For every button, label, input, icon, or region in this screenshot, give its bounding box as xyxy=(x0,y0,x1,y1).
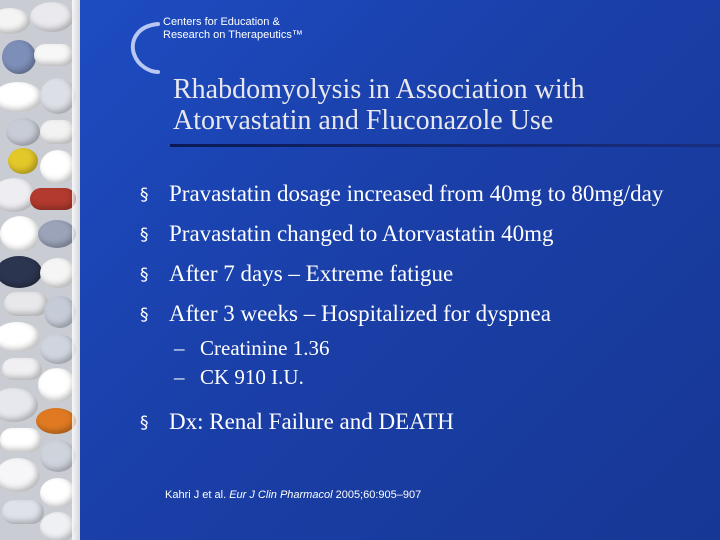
logo-line-1: Centers for Education & xyxy=(163,16,280,28)
bullet-item xyxy=(140,180,710,208)
sub-bullet-mark: – xyxy=(174,365,185,389)
slide-title xyxy=(173,74,713,136)
bullet-item-diagnosis xyxy=(140,408,710,436)
pill-image xyxy=(0,458,40,492)
bullet-text: After 3 weeks – Hospitalized for dyspnea xyxy=(169,301,551,326)
pill-image xyxy=(2,40,36,74)
pill-image xyxy=(40,512,76,540)
pill-image xyxy=(36,408,76,434)
bullet-item xyxy=(140,300,710,328)
logo-arc-icon xyxy=(128,20,162,76)
logo-line-2: Research on Therapeutics™ xyxy=(163,29,303,41)
pill-image xyxy=(30,188,76,210)
pill-image xyxy=(0,322,40,352)
pill-image xyxy=(40,334,76,364)
bullet-mark: § xyxy=(140,185,149,205)
pill-image xyxy=(0,82,42,112)
title-line-2: Atorvastatin and Fluconazole Use xyxy=(173,105,554,136)
pill-image xyxy=(0,216,40,252)
bullet-text: Dx: Renal Failure and DEATH xyxy=(169,409,454,434)
pill-image xyxy=(40,440,76,472)
pill-image xyxy=(2,500,44,524)
pill-image xyxy=(4,292,48,316)
title-divider xyxy=(170,144,720,147)
citation-journal: Eur J Clin Pharmacol xyxy=(229,489,333,501)
citation-details: 2005;60:905–907 xyxy=(332,489,422,501)
bullet-list xyxy=(140,180,710,448)
pill-image xyxy=(38,220,76,248)
pill-image xyxy=(40,478,76,508)
sub-bullet-mark: – xyxy=(174,336,185,360)
strip-edge xyxy=(72,0,80,540)
pill-image xyxy=(34,44,74,66)
pill-image xyxy=(0,388,38,422)
pill-image xyxy=(0,8,30,34)
sub-bullet-text: Creatinine 1.36 xyxy=(200,336,330,360)
bullet-mark: § xyxy=(140,225,149,245)
bullet-text: Pravastatin changed to Atorvastatin 40mg xyxy=(169,221,554,246)
logo-text xyxy=(163,16,303,42)
pill-image xyxy=(30,2,74,32)
pill-image xyxy=(0,428,42,452)
bullet-mark: § xyxy=(140,265,149,285)
pill-image xyxy=(40,150,76,184)
pill-image xyxy=(40,258,76,288)
pill-image xyxy=(6,118,40,146)
bullet-text: Pravastatin dosage increased from 40mg to 80mg/day xyxy=(169,181,664,206)
bullet-item xyxy=(140,220,710,248)
pill-photo-strip xyxy=(0,0,80,540)
pill-image xyxy=(8,148,38,174)
sub-bullet-item xyxy=(140,334,710,363)
bullet-mark: § xyxy=(140,413,149,433)
bullet-text: After 7 days – Extreme fatigue xyxy=(169,261,454,286)
sub-bullet-text: CK 910 I.U. xyxy=(200,365,304,389)
citation-authors: Kahri J et al. xyxy=(165,489,230,501)
pill-image xyxy=(2,358,42,380)
sub-bullet-item xyxy=(140,363,710,392)
title-line-1: Rhabdomyolysis in Association with xyxy=(173,74,585,105)
citation xyxy=(165,489,421,501)
pill-image xyxy=(40,120,76,144)
pill-image xyxy=(0,256,42,288)
bullet-item xyxy=(140,260,710,288)
pill-image xyxy=(40,78,76,114)
bullet-mark: § xyxy=(140,305,149,325)
sub-bullet-list xyxy=(140,334,710,392)
logo xyxy=(128,16,328,76)
pill-image xyxy=(38,368,76,402)
